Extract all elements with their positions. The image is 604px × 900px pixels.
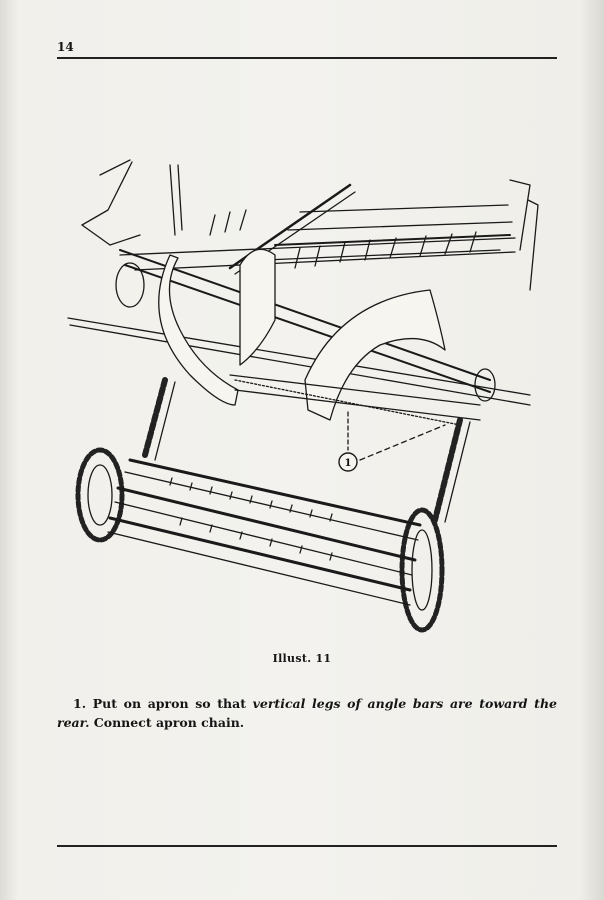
- callout-label: 1: [344, 458, 352, 469]
- apron-assembly-illustration: [60, 150, 560, 650]
- header-rule: [57, 57, 557, 59]
- page-number: 14: [57, 40, 74, 54]
- instruction-text: Put on apron so that: [92, 696, 246, 711]
- figure-caption: Illust. 11: [272, 652, 332, 665]
- instruction-text-continued: Connect apron chain.: [93, 715, 245, 730]
- instruction-paragraph: [57, 694, 557, 732]
- instruction-emphasis: vertical legs of angle bars are toward the rear.: [57, 696, 557, 730]
- step-number: 1.: [73, 696, 87, 711]
- footer-rule: [57, 845, 557, 847]
